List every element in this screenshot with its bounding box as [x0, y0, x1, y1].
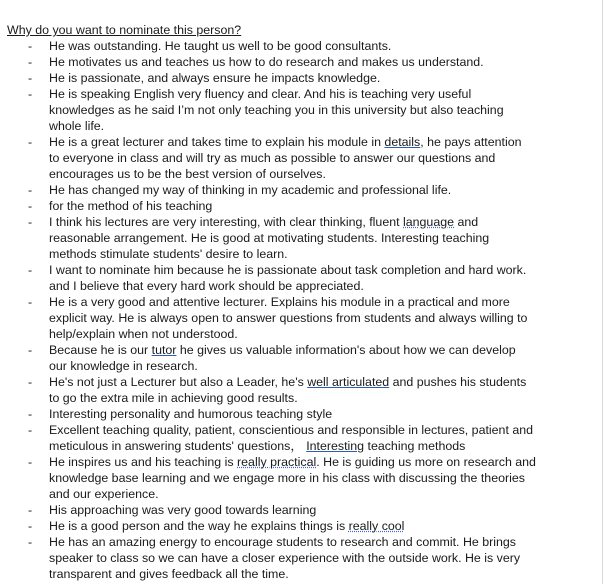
response-line [49, 198, 594, 214]
dash-bullet: - [28, 135, 33, 149]
dash-bullet: - [28, 455, 33, 469]
text-run: knowledge base learning and we engage more in his class with discussing the theories [49, 471, 525, 485]
text-run: I want to nominate him because he is passionate about task completion and hard work. [49, 263, 527, 277]
text-run: whole life. [49, 119, 105, 133]
response-line [49, 38, 594, 54]
text-run: His approaching was very good towards learning [49, 503, 317, 517]
dash-bullet: - [28, 39, 33, 53]
text-run: to everyone in class and will try as much as possible to answer our questions and [49, 151, 496, 165]
response-line [49, 390, 594, 406]
response-line [49, 470, 594, 486]
spellcheck-underline: really practical [237, 455, 317, 469]
response-line [49, 358, 594, 374]
dash-bullet: - [28, 407, 33, 421]
text-run: , he pays attention [420, 135, 522, 149]
response-item [28, 374, 594, 406]
response-item [28, 518, 594, 534]
text-run: He has an amazing energy to encourage students to research and commit. He brings [49, 535, 516, 549]
response-item [28, 534, 594, 582]
dash-bullet: - [28, 183, 33, 197]
response-line [49, 278, 594, 294]
response-line [49, 550, 594, 566]
question-heading: Why do you want to nominate this person? [7, 23, 242, 37]
text-run: and [454, 215, 479, 229]
text-run: Because he is our [49, 343, 152, 357]
text-run: Interesting personality and humorous teaching style [49, 407, 333, 421]
response-item [28, 406, 594, 422]
dash-bullet: - [28, 375, 33, 389]
grammar-underline: well articulated [307, 375, 390, 389]
response-list [28, 38, 594, 582]
text-run: and our experience. [49, 487, 159, 501]
dash-bullet: - [28, 71, 33, 85]
dash-bullet: - [28, 263, 33, 277]
dash-bullet: - [28, 503, 33, 517]
response-line [49, 166, 594, 182]
text-run: He has changed my way of thinking in my academic and professional life. [49, 183, 452, 197]
text-run: and pushes his students [389, 375, 527, 389]
response-item [28, 54, 594, 70]
text-run: and I believe that every hard work should be appreciated. [49, 279, 364, 293]
text-run: I think his lectures are very interesting, with clear thinking, fluent [49, 215, 403, 229]
grammar-underline: Interesting [306, 439, 365, 453]
response-line [49, 406, 594, 422]
response-line [49, 134, 594, 150]
text-run: encourages us to be the best version of ourselves. [49, 167, 326, 181]
text-run: speaker to class so we can have a closer experience with the outside work. He is very [49, 551, 521, 565]
dash-bullet: - [28, 295, 33, 309]
response-item [28, 86, 594, 134]
text-run: our knowledge in research. [49, 359, 198, 373]
response-item [28, 502, 594, 518]
spellcheck-underline: language [403, 215, 454, 229]
dash-bullet: - [28, 87, 33, 101]
text-run: He inspires us and his teaching is [49, 455, 238, 469]
text-run: He is passionate, and always ensure he impacts knowledge. [49, 71, 381, 85]
text-run: He was outstanding. He taught us well to be good consultants. [49, 39, 392, 53]
response-line [49, 54, 594, 70]
text-run: . He is guiding us more on research and [316, 455, 536, 469]
response-line [49, 86, 594, 102]
dash-bullet: - [28, 535, 33, 549]
text-run: help/explain when not understood. [49, 327, 238, 341]
text-run: methods stimulate students' desire to learn. [49, 247, 288, 261]
text-run: He is a very good and attentive lecturer. Explains his module in a practical and more [49, 295, 510, 309]
text-run: knowledges as he said I’m not only teaching you in this university but also teaching [49, 103, 504, 117]
text-run: He motivates us and teaches us how to do research and makes us understand. [49, 55, 484, 69]
response-line [49, 214, 594, 230]
dash-bullet: - [28, 423, 33, 437]
response-line [49, 422, 594, 438]
response-line [49, 566, 594, 582]
response-item [28, 294, 594, 342]
response-line [49, 150, 594, 166]
spellcheck-underline: really cool [348, 519, 405, 533]
dash-bullet: - [28, 343, 33, 357]
response-item [28, 134, 594, 182]
response-line [49, 374, 594, 390]
text-run: He's not just a Lecturer but also a Leader, he's [49, 375, 308, 389]
response-line [49, 102, 594, 118]
response-line [49, 342, 594, 358]
response-line [49, 518, 594, 534]
response-item [28, 182, 594, 198]
response-line [49, 502, 594, 518]
text-run: Excellent teaching quality, patient, conscientious and responsible in lectures, patient and [49, 423, 533, 437]
response-line [49, 70, 594, 86]
text-run: to go the extra mile in achieving good results. [49, 391, 298, 405]
text-run: He is a great lecturer and takes time to explain his module in [49, 135, 385, 149]
dash-bullet: - [28, 199, 33, 213]
text-run: reasonable arrangement. He is good at motivating students. Interesting teaching [49, 231, 490, 245]
response-line [49, 246, 594, 262]
response-line [49, 310, 594, 326]
text-run: He is speaking English very fluency and clear. And his is teaching very useful [49, 87, 472, 101]
response-line [49, 118, 594, 134]
dash-bullet: - [28, 519, 33, 533]
text-run: teaching methods [364, 439, 466, 453]
response-item [28, 38, 594, 54]
response-line [49, 438, 594, 454]
grammar-underline: tutor [151, 343, 177, 357]
response-line [49, 486, 594, 502]
response-item [28, 198, 594, 214]
response-item [28, 422, 594, 454]
response-line [49, 182, 594, 198]
response-item [28, 262, 594, 294]
text-run: meticulous in answering students' questions， [49, 439, 307, 453]
text-run: explicit way. He is always open to answer questions from students and always willing to [49, 311, 528, 325]
response-line [49, 326, 594, 342]
text-run: transparent and gives feedback all the time. [49, 567, 289, 581]
response-line [49, 294, 594, 310]
dash-bullet: - [28, 55, 33, 69]
response-line [49, 262, 594, 278]
grammar-underline: details [384, 135, 421, 149]
text-run: he gives us valuable information's about how we can develop [176, 343, 516, 357]
response-item [28, 70, 594, 86]
text-run: He is a good person and the way he explains things is [49, 519, 349, 533]
response-line [49, 534, 594, 550]
response-item [28, 342, 594, 374]
response-item [28, 454, 594, 502]
response-line [49, 230, 594, 246]
response-line [49, 454, 594, 470]
dash-bullet: - [28, 215, 33, 229]
response-item [28, 214, 594, 262]
text-run: for the method of his teaching [49, 199, 213, 213]
